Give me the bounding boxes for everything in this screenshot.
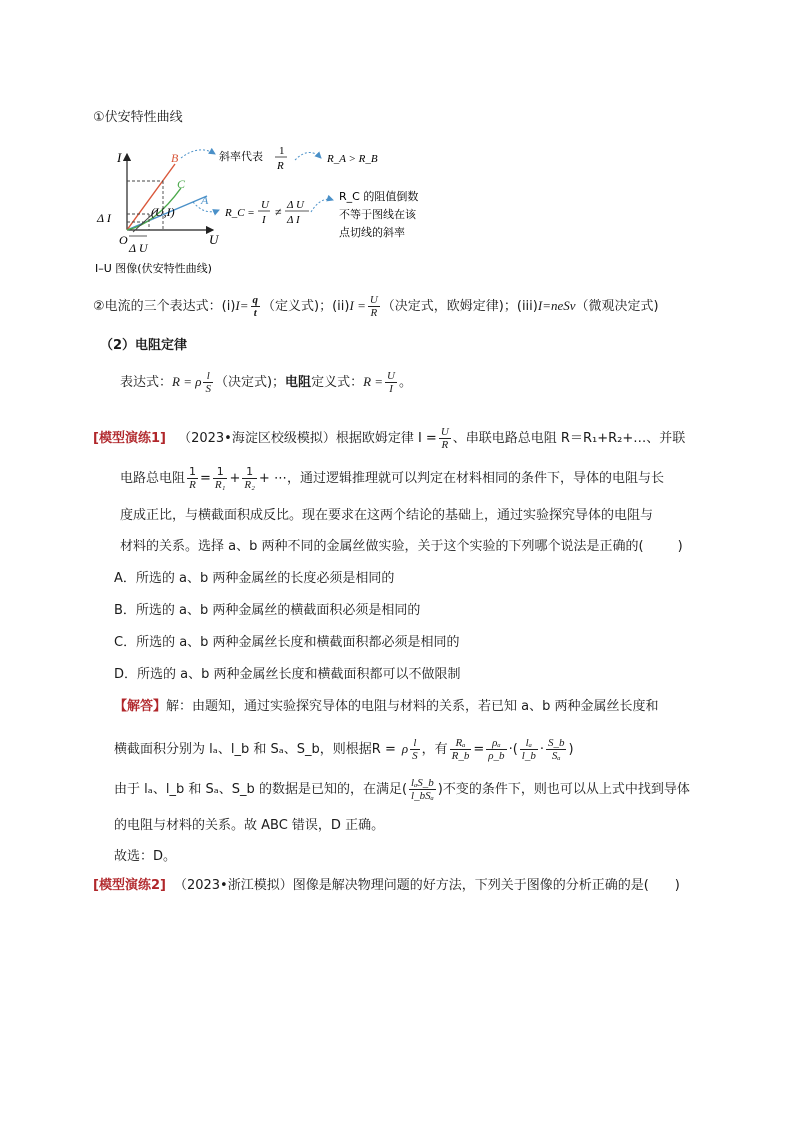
rc-left: R_C = [225, 207, 255, 219]
slope-den: R [277, 160, 284, 172]
option-c[interactable]: C．所选的 a、b 两种金属丝长度和横截面积都必须是相同的 [114, 635, 460, 650]
expr-iii-label: (iii) [516, 299, 538, 314]
i-axis-label: I [117, 150, 122, 165]
answer-line-4: 的电阻与材料的关系。故 ABC 错误，D 正确。 [114, 818, 385, 833]
note-line-1: R_C 的阻值倒数 [339, 190, 419, 203]
rc-i: I [262, 214, 266, 226]
example-1-paren-end: ) [677, 539, 683, 554]
answer-text-3a: 由于 lₐ、l_b 和 Sₐ、S_b 的数据是已知的，在满足( [114, 782, 408, 797]
answer-dot-2: · [539, 742, 544, 757]
u-axis-label: U [209, 232, 219, 247]
resistance-r-eq: R = [363, 374, 384, 389]
label-b: B [171, 151, 179, 165]
iu-graph-figure [95, 140, 425, 280]
example-1-question: 材料的关系。选择 a、b 两种不同的金属丝做实验，关于这个实验的下列哪个说法是正确的( [120, 539, 644, 554]
example-2-question: （2023•浙江模拟）图像是解决物理问题的好方法，下列关于图像的分析正确的是( [173, 878, 649, 893]
frac-ohm: $\frac{U}{R}$ [440, 426, 449, 451]
expr-i-label: (i) [221, 299, 236, 314]
parallel-plus: + [229, 471, 241, 486]
resistance-expr-label: 表达式： [120, 375, 173, 390]
rc-du: Δ U [287, 199, 304, 211]
frac-l-s: $\frac{l}{S}$ [412, 737, 418, 762]
note-line-3: 点切线的斜率 [339, 226, 405, 239]
answer-line-2 [114, 737, 574, 762]
expr-ii-note: （决定式，欧姆定律)； [381, 299, 517, 314]
slope-note: 斜率代表 [219, 150, 263, 163]
frac-u-over-i: $\frac{U}{I}$ [387, 370, 395, 395]
resistance-def-tail: 定义式： [311, 375, 364, 390]
parallel-eq: = [200, 471, 211, 486]
expr-i-note: （定义式)； [262, 299, 333, 314]
answer-text-1: 解：由题知，通过实验探究导体的电阻与材料的关系，若已知 a、b 两种金属丝长度和 [166, 699, 659, 714]
resistance-end: 。 [399, 375, 413, 390]
example-1-line-2 [120, 466, 664, 491]
option-d[interactable]: D．所选的 a、b 两种金属丝长度和横截面积都可以不做限制 [114, 667, 461, 682]
delta-i-label: Δ I [97, 211, 111, 225]
frac-la-lb: $\frac{\text{lₐ}}{l\_b}$ [521, 737, 536, 762]
expr-i-var: I= [235, 298, 249, 313]
frac-ratio: $\frac{\text{lₐS\_b}}{\text{l\_bSₐ}}$ [411, 777, 434, 802]
resistance-def-label: 电阻 [285, 375, 312, 390]
resistance-r-rho: R = ρ [172, 374, 202, 389]
note-line-2: 不等于图线在该 [339, 208, 416, 221]
rc-di: Δ I [287, 214, 300, 226]
neq: ≠ [275, 205, 282, 219]
answer-text-3b: )不变的条件下，则也可以从上式中找到导体 [437, 782, 690, 797]
rc-u: U [261, 199, 269, 211]
answer-choice: 故选：D。 [114, 849, 177, 864]
example-2-paren-end: ) [674, 878, 680, 893]
frac-sb-sa: $\frac{S\_b}{\text{Sₐ}}$ [547, 737, 565, 762]
resistance-decide: （决定式)； [214, 375, 286, 390]
slope-arrow [181, 150, 215, 158]
example-1-text-a: （2023•海淀区校级模拟）根据欧姆定律 I = [178, 431, 437, 446]
resistance-law-heading: （2）电阻定律 [100, 338, 188, 353]
example-1-parallel-label: 电路总电阻 [120, 471, 186, 486]
graph-caption: I–U 图像(伏安特性曲线) [95, 262, 212, 275]
answer-close: ) [568, 742, 574, 757]
frac-l-over-s: $\frac{l}{S}$ [205, 370, 211, 395]
frac-rhoa-rhob: $\frac{\text{ρₐ}}{\rho\_b}$ [488, 737, 505, 762]
label-c: C [177, 177, 186, 191]
frac-1-over-r1: $\frac{1}{\text{R₁}}$ [214, 465, 226, 491]
answer-tag: 【解答】 [114, 699, 167, 714]
current-expressions-line [93, 294, 659, 319]
compare-label: R_A > R_B [327, 153, 378, 165]
option-b[interactable]: B．所选的 a、b 两种金属丝的横截面积必须是相同的 [114, 603, 421, 618]
example-1-line-4 [120, 537, 683, 557]
answer-mid: ，有 [421, 742, 448, 757]
frac-ra-rb: $\frac{\text{Rₐ}}{R\_b}$ [451, 737, 470, 762]
point-label: (U,I) [151, 205, 175, 219]
expr-ii-label: (ii) [332, 299, 350, 314]
resistance-expression-line [120, 370, 412, 395]
answer-eq: = [473, 742, 485, 757]
answer-rho: ρ [401, 741, 409, 756]
answer-line-3 [114, 777, 690, 802]
section-heading-iu-curve: ①伏安特性曲线 [93, 110, 183, 125]
origin-label: O [119, 233, 128, 247]
label-a: A [201, 193, 209, 207]
example-1-line-1 [93, 426, 685, 451]
frac-1-over-r: $\frac{1}{R}$ [189, 465, 197, 491]
example-1-tag: [模型演练1] [93, 431, 166, 446]
frac-u-over-r: $\frac{U}{R}$ [369, 294, 378, 319]
expr-iii: I=neSv [537, 298, 576, 313]
example-1-line-3: 度成正比，与横截面积成反比。现在要求在这两个结论的基础上，通过实验探究导体的电阻与 [120, 508, 654, 523]
expr-ii-var: I = [349, 298, 366, 313]
answer-dot: ·( [508, 742, 518, 757]
example-1-text-c: + ⋯，通过逻辑推理就可以判定在材料相同的条件下，导体的电阻与长 [258, 471, 664, 486]
delta-u-label: Δ U [129, 241, 148, 255]
option-a[interactable]: A．所选的 a、b 两种金属丝的长度必须是相同的 [114, 571, 395, 586]
frac-q-over-t: $\frac{q}{t}$ [252, 294, 259, 319]
example-2-tag: [模型演练2] [93, 878, 166, 893]
slope-num: 1 [279, 145, 285, 157]
example-1-text-b: 、串联电路总电阻 R＝R₁+R₂+…、并联 [452, 431, 686, 446]
answer-text-2: 横截面积分别为 lₐ、l_b 和 Sₐ、S_b，则根据R = [114, 742, 396, 757]
frac-1-over-r2: $\frac{1}{\text{R₂}}$ [244, 465, 255, 491]
example-2-line [93, 876, 680, 896]
current-lead: ②电流的三个表达式： [93, 299, 222, 314]
expr-iii-note: （微观决定式) [575, 299, 659, 314]
answer-line-1 [114, 697, 659, 717]
